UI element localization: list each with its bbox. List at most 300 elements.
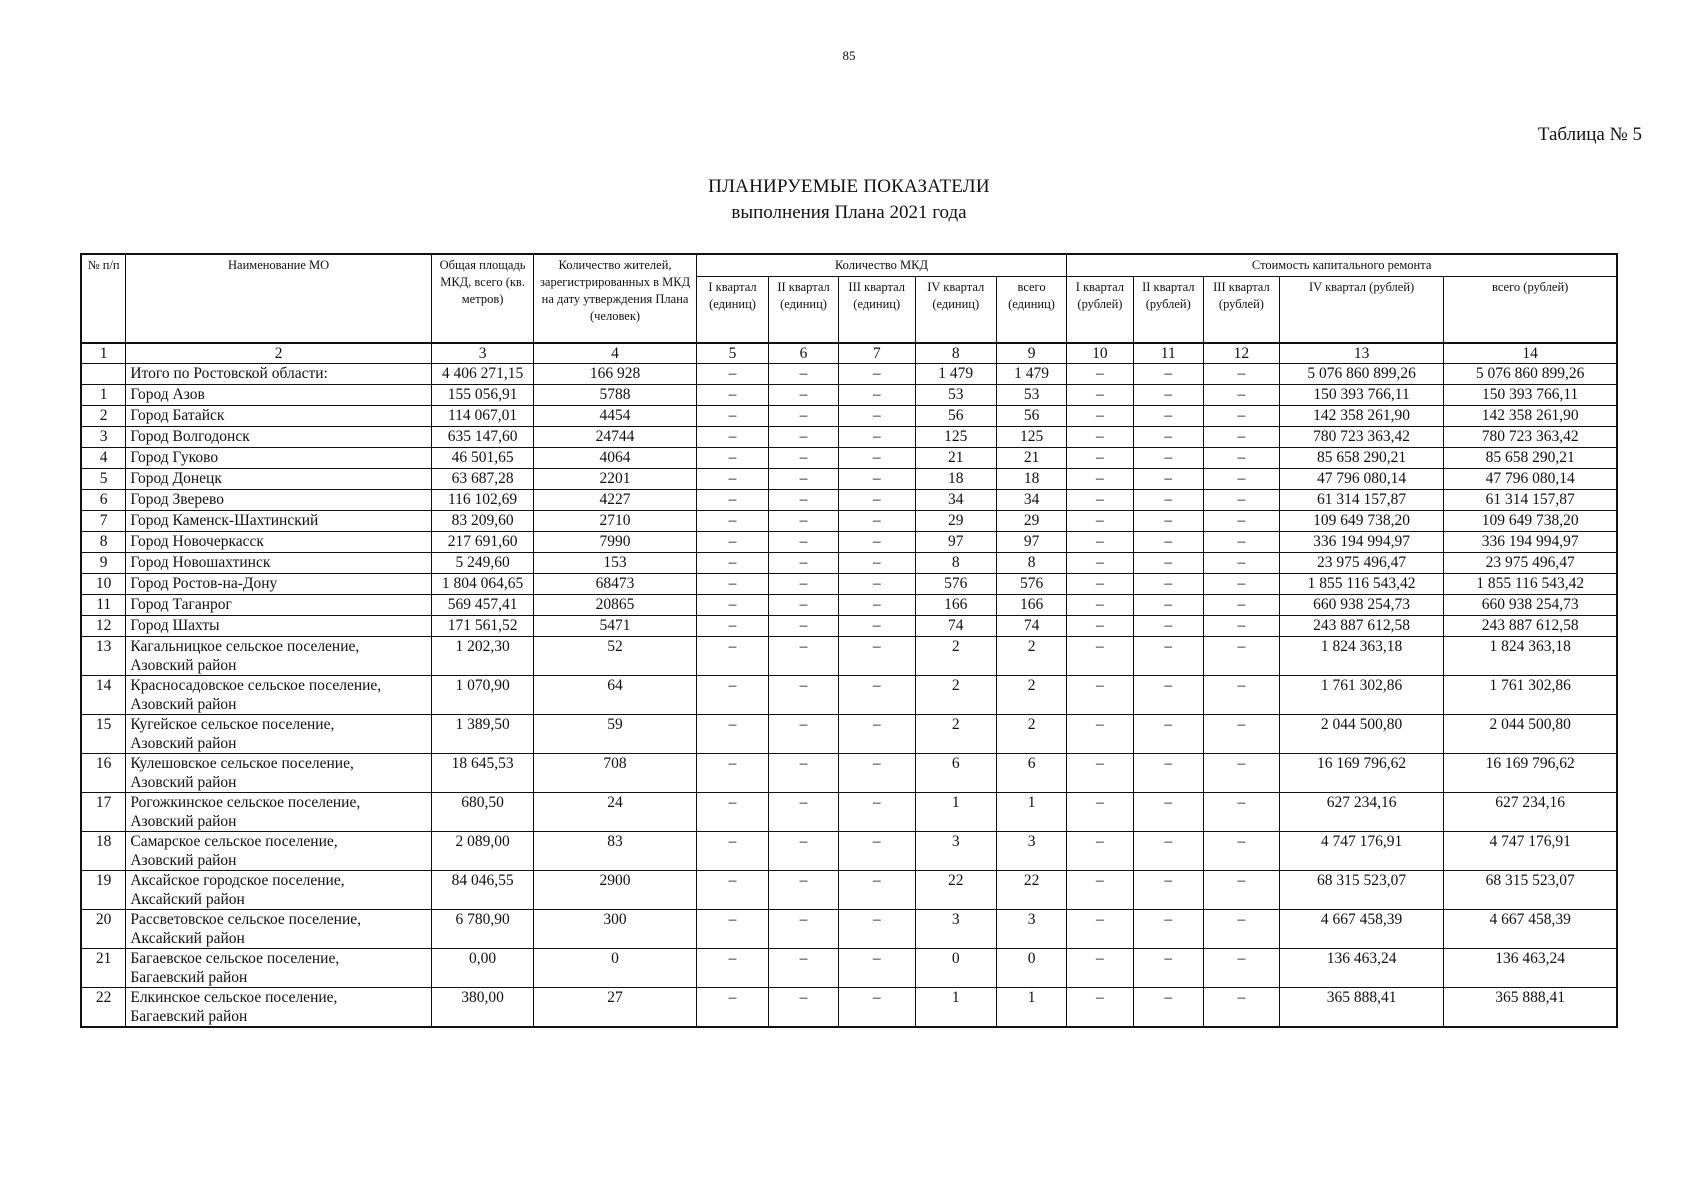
cost-total-value: 627 234,16 [1444,792,1617,831]
cost-q4-value: 4 747 176,91 [1279,831,1443,870]
dash-cell: – [1133,531,1203,552]
dash-cell: – [696,714,769,753]
dash-cell: – [769,405,838,426]
municipality-name [126,753,431,792]
dash-cell: – [1204,573,1280,594]
municipality-name [126,426,431,447]
municipality-name-line: Кулешовское сельское поселение, [130,754,354,772]
area-value: 1 202,30 [431,636,534,675]
municipality-name [126,531,431,552]
dash-cell: – [1067,831,1133,870]
dash-cell: – [838,405,915,426]
dash-cell: – [769,909,838,948]
municipality-name [126,636,431,675]
dash-cell: – [769,594,838,615]
dash-cell: – [769,510,838,531]
column-number: 9 [996,343,1067,364]
mkd-q4-value: 6 [915,753,996,792]
column-number: 3 [431,343,534,364]
row-number: 20 [81,909,126,948]
cost-total-value: 16 169 796,62 [1444,753,1617,792]
column-number: 12 [1204,343,1280,364]
cost-q4-value: 109 649 738,20 [1279,510,1443,531]
mkd-total-value: 3 [996,909,1067,948]
header-residents: Количество жителей, зарегистрированных в МКД на дату утверждения Плана (человек) [534,254,696,343]
dash-cell: – [838,426,915,447]
dash-cell: – [838,831,915,870]
row-number: 8 [81,531,126,552]
municipality-name-line: Рассветовское сельское поселение, [130,910,361,928]
dash-cell: – [1133,552,1203,573]
mkd-q4-value: 1 [915,987,996,1027]
mkd-total-value: 125 [996,426,1067,447]
cost-total-value: 336 194 994,97 [1444,531,1617,552]
table-row [81,636,1617,675]
total-area: 4 406 271,15 [431,363,534,384]
residents-value: 5788 [534,384,696,405]
header-mkd-q3: III квартал (единиц) [838,277,915,343]
municipality-name [126,792,431,831]
municipality-district-line: Азовский район [130,773,237,791]
dash-cell: – [696,636,769,675]
dash-cell: – [769,363,838,384]
dash-cell: – [769,948,838,987]
row-number: 7 [81,510,126,531]
header-mkd-q2: II квартал (единиц) [769,277,838,343]
dash-cell: – [1133,948,1203,987]
dash-cell: – [838,447,915,468]
mkd-q4-value: 74 [915,615,996,636]
cost-q4-value: 85 658 290,21 [1279,447,1443,468]
municipality-name [126,489,431,510]
residents-value: 20865 [534,594,696,615]
cost-total-value: 136 463,24 [1444,948,1617,987]
dash-cell: – [696,405,769,426]
cost-q4-value: 1 855 116 543,42 [1279,573,1443,594]
residents-value: 300 [534,909,696,948]
dash-cell: – [1067,552,1133,573]
dash-cell: – [696,594,769,615]
dash-cell: – [838,909,915,948]
dash-cell: – [1067,594,1133,615]
cost-q4-value: 16 169 796,62 [1279,753,1443,792]
column-number: 2 [126,343,431,364]
mkd-q4-value: 576 [915,573,996,594]
dash-cell: – [1204,675,1280,714]
total-cost-q4: 5 076 860 899,26 [1279,363,1443,384]
mkd-total-value: 21 [996,447,1067,468]
dash-cell: – [838,384,915,405]
mkd-total-value: 8 [996,552,1067,573]
dash-cell: – [769,384,838,405]
dash-cell: – [696,573,769,594]
dash-cell: – [1204,714,1280,753]
residents-value: 5471 [534,615,696,636]
dash-cell: – [769,792,838,831]
municipality-name-line: Рогожкинское сельское поселение, [130,793,361,811]
area-value: 46 501,65 [431,447,534,468]
dash-cell: – [769,531,838,552]
mkd-q4-value: 2 [915,675,996,714]
dash-cell: – [838,531,915,552]
column-number: 4 [534,343,696,364]
mkd-total-value: 74 [996,615,1067,636]
dash-cell: – [1067,615,1133,636]
cost-q4-value: 142 358 261,90 [1279,405,1443,426]
dash-cell: – [1067,792,1133,831]
cost-total-value: 150 393 766,11 [1444,384,1617,405]
municipality-name-line: Город Волгодонск [130,427,250,445]
dash-cell: – [769,573,838,594]
row-number: 19 [81,870,126,909]
cost-q4-value: 660 938 254,73 [1279,594,1443,615]
residents-value: 4454 [534,405,696,426]
indicators-table [80,253,1618,1028]
dash-cell: – [1133,573,1203,594]
residents-value: 27 [534,987,696,1027]
dash-cell: – [1204,870,1280,909]
mkd-q4-value: 3 [915,831,996,870]
dash-cell: – [1133,447,1203,468]
row-number: 15 [81,714,126,753]
dash-cell: – [696,675,769,714]
dash-cell: – [769,987,838,1027]
dash-cell: – [1133,636,1203,675]
dash-cell: – [1204,831,1280,870]
municipality-name-line: Город Донецк [130,469,222,487]
dash-cell: – [1067,870,1133,909]
dash-cell: – [838,753,915,792]
row-number: 3 [81,426,126,447]
municipality-name-line: Город Гуково [130,448,219,466]
area-value: 116 102,69 [431,489,534,510]
mkd-q4-value: 3 [915,909,996,948]
row-number: 10 [81,573,126,594]
municipality-name-line: Город Таганрог [130,595,232,613]
dash-cell: – [769,870,838,909]
municipality-district-line: Азовский район [130,734,237,752]
dash-cell: – [696,909,769,948]
dash-cell: – [769,426,838,447]
row-number: 11 [81,594,126,615]
municipality-name-line: Аксайское городское поселение, [130,871,345,889]
table-row [81,948,1617,987]
cost-total-value: 47 796 080,14 [1444,468,1617,489]
dash-cell: – [1067,714,1133,753]
area-value: 114 067,01 [431,405,534,426]
municipality-name-line: Город Новошахтинск [130,553,271,571]
total-cost-total: 5 076 860 899,26 [1444,363,1617,384]
municipality-name-line: Елкинское сельское поселение, [130,988,338,1006]
dash-cell: – [1067,987,1133,1027]
cost-q4-value: 1 761 302,86 [1279,675,1443,714]
dash-cell: – [696,870,769,909]
municipality-name [126,552,431,573]
dash-cell: – [1067,531,1133,552]
residents-value: 24 [534,792,696,831]
mkd-total-value: 576 [996,573,1067,594]
mkd-q4-value: 56 [915,405,996,426]
dash-cell: – [696,753,769,792]
mkd-q4-value: 22 [915,870,996,909]
cost-total-value: 23 975 496,47 [1444,552,1617,573]
dash-cell: – [1067,675,1133,714]
municipality-district-line: Багаевский район [130,1007,248,1025]
dash-cell: – [1133,909,1203,948]
mkd-q4-value: 8 [915,552,996,573]
residents-value: 4064 [534,447,696,468]
municipality-name [126,615,431,636]
header-cost-total: всего (рублей) [1444,277,1617,343]
dash-cell: – [1204,594,1280,615]
dash-cell: – [1067,405,1133,426]
cost-total-value: 4 667 458,39 [1444,909,1617,948]
cost-q4-value: 243 887 612,58 [1279,615,1443,636]
column-number: 8 [915,343,996,364]
municipality-name-line: Город Батайск [130,406,225,424]
municipality-district-line: Азовский район [130,851,237,869]
area-value: 1 804 064,65 [431,573,534,594]
dash-cell: – [1067,573,1133,594]
row-number: 6 [81,489,126,510]
area-value: 0,00 [431,948,534,987]
cost-total-value: 243 887 612,58 [1444,615,1617,636]
dash-cell: – [1204,489,1280,510]
column-number: 6 [769,343,838,364]
row-number: 4 [81,447,126,468]
dash-cell: – [696,426,769,447]
municipality-district-line: Азовский район [130,695,237,713]
dash-cell: – [769,753,838,792]
dash-cell: – [696,510,769,531]
area-value: 6 780,90 [431,909,534,948]
mkd-total-value: 3 [996,831,1067,870]
cost-q4-value: 150 393 766,11 [1279,384,1443,405]
mkd-total-value: 53 [996,384,1067,405]
municipality-name [126,675,431,714]
mkd-q4-value: 97 [915,531,996,552]
dash-cell: – [1204,384,1280,405]
residents-value: 2710 [534,510,696,531]
row-number: 22 [81,987,126,1027]
residents-value: 64 [534,675,696,714]
total-row [81,363,1617,384]
dash-cell: – [1067,948,1133,987]
dash-cell: – [769,831,838,870]
dash-cell: – [769,675,838,714]
municipality-district-line: Азовский район [130,656,237,674]
mkd-total-value: 1 [996,792,1067,831]
document-title: ПЛАНИРУЕМЫЕ ПОКАЗАТЕЛИ [708,176,990,197]
dash-cell: – [838,870,915,909]
dash-cell: – [838,675,915,714]
row-number: 21 [81,948,126,987]
municipality-name [126,468,431,489]
dash-cell: – [1067,426,1133,447]
dash-cell: – [838,489,915,510]
dash-cell: – [696,831,769,870]
dash-cell: – [1204,468,1280,489]
header-cost-q2: II квартал (рублей) [1133,277,1203,343]
municipality-district-line: Аксайский район [130,929,245,947]
cost-q4-value: 1 824 363,18 [1279,636,1443,675]
dash-cell: – [1067,363,1133,384]
dash-cell: – [838,552,915,573]
municipality-name-line: Кагальницкое сельское поселение, [130,637,360,655]
municipality-name [126,405,431,426]
dash-cell: – [696,363,769,384]
municipality-name [126,714,431,753]
column-number: 14 [1444,343,1617,364]
header-num: № п/п [81,254,126,343]
cost-total-value: 1 761 302,86 [1444,675,1617,714]
municipality-name-line: Красносадовское сельское поселение, [130,676,382,694]
dash-cell: – [838,573,915,594]
header-cost-q3: III квартал (рублей) [1204,277,1280,343]
mkd-q4-value: 0 [915,948,996,987]
dash-cell: – [1204,948,1280,987]
document-subtitle: выполнения Плана 2021 года [731,202,967,223]
header-mkd-group: Количество МКД [696,254,1067,277]
dash-cell: – [696,987,769,1027]
mkd-total-value: 29 [996,510,1067,531]
cost-total-value: 109 649 738,20 [1444,510,1617,531]
dash-cell: – [1204,753,1280,792]
dash-cell: – [838,615,915,636]
header-cost-group: Стоимость капитального ремонта [1067,254,1617,277]
column-number: 13 [1279,343,1443,364]
area-value: 680,50 [431,792,534,831]
area-value: 5 249,60 [431,552,534,573]
dash-cell: – [838,363,915,384]
area-value: 217 691,60 [431,531,534,552]
cost-q4-value: 780 723 363,42 [1279,426,1443,447]
table-row [81,909,1617,948]
header-mkd-total: всего (единиц) [996,277,1067,343]
mkd-q4-value: 1 [915,792,996,831]
mkd-q4-value: 18 [915,468,996,489]
header-cost-q1: I квартал (рублей) [1067,277,1133,343]
row-number: 18 [81,831,126,870]
cost-total-value: 61 314 157,87 [1444,489,1617,510]
dash-cell: – [1067,753,1133,792]
total-mkd-q4: 1 479 [915,363,996,384]
dash-cell: – [1133,363,1203,384]
header-mkd-q4: IV квартал (единиц) [915,277,996,343]
dash-cell: – [696,384,769,405]
mkd-q4-value: 2 [915,636,996,675]
residents-value: 83 [534,831,696,870]
mkd-total-value: 18 [996,468,1067,489]
dash-cell: – [1204,426,1280,447]
dash-cell: – [1204,510,1280,531]
area-value: 84 046,55 [431,870,534,909]
mkd-q4-value: 53 [915,384,996,405]
header-mkd-q1: I квартал (единиц) [696,277,769,343]
table-label: Таблица № 5 [1537,124,1642,145]
row-number: 2 [81,405,126,426]
dash-cell: – [769,615,838,636]
cost-total-value: 660 938 254,73 [1444,594,1617,615]
cost-total-value: 68 315 523,07 [1444,870,1617,909]
table-row [81,468,1617,489]
municipality-name-line: Город Шахты [130,616,220,634]
dash-cell: – [1133,870,1203,909]
dash-cell: – [696,468,769,489]
mkd-q4-value: 34 [915,489,996,510]
cost-q4-value: 627 234,16 [1279,792,1443,831]
table-row [81,792,1617,831]
mkd-q4-value: 2 [915,714,996,753]
area-value: 155 056,91 [431,384,534,405]
dash-cell: – [696,552,769,573]
municipality-name [126,447,431,468]
area-value: 380,00 [431,987,534,1027]
dash-cell: – [1204,987,1280,1027]
mkd-total-value: 2 [996,714,1067,753]
dash-cell: – [1067,510,1133,531]
dash-cell: – [838,510,915,531]
table-row [81,675,1617,714]
dash-cell: – [1067,909,1133,948]
cost-total-value: 142 358 261,90 [1444,405,1617,426]
column-number: 7 [838,343,915,364]
dash-cell: – [838,636,915,675]
mkd-total-value: 2 [996,675,1067,714]
cost-total-value: 365 888,41 [1444,987,1617,1027]
mkd-total-value: 166 [996,594,1067,615]
dash-cell: – [1204,531,1280,552]
dash-cell: – [838,594,915,615]
mkd-q4-value: 125 [915,426,996,447]
dash-cell: – [1067,489,1133,510]
dash-cell: – [1133,792,1203,831]
cost-total-value: 4 747 176,91 [1444,831,1617,870]
table-row [81,405,1617,426]
municipality-name-line: Город Каменск-Шахтинский [130,511,319,529]
dash-cell: – [1067,468,1133,489]
total-residents: 166 928 [534,363,696,384]
mkd-total-value: 0 [996,948,1067,987]
dash-cell: – [838,987,915,1027]
area-value: 83 209,60 [431,510,534,531]
table-row [81,615,1617,636]
dash-cell: – [696,792,769,831]
cost-q4-value: 4 667 458,39 [1279,909,1443,948]
total-mkd-total: 1 479 [996,363,1067,384]
dash-cell: – [769,636,838,675]
dash-cell: – [1204,405,1280,426]
cost-total-value: 1 855 116 543,42 [1444,573,1617,594]
residents-value: 59 [534,714,696,753]
municipality-name [126,573,431,594]
mkd-total-value: 56 [996,405,1067,426]
mkd-q4-value: 29 [915,510,996,531]
dash-cell: – [838,792,915,831]
table-row [81,447,1617,468]
dash-cell: – [1133,615,1203,636]
dash-cell: – [1204,447,1280,468]
mkd-total-value: 34 [996,489,1067,510]
dash-cell: – [1067,384,1133,405]
cost-q4-value: 61 314 157,87 [1279,489,1443,510]
municipality-district-line: Багаевский район [130,968,248,986]
dash-cell: – [1133,675,1203,714]
dash-cell: – [1133,831,1203,870]
dash-cell: – [1067,447,1133,468]
municipality-name [126,987,431,1027]
table-row [81,870,1617,909]
